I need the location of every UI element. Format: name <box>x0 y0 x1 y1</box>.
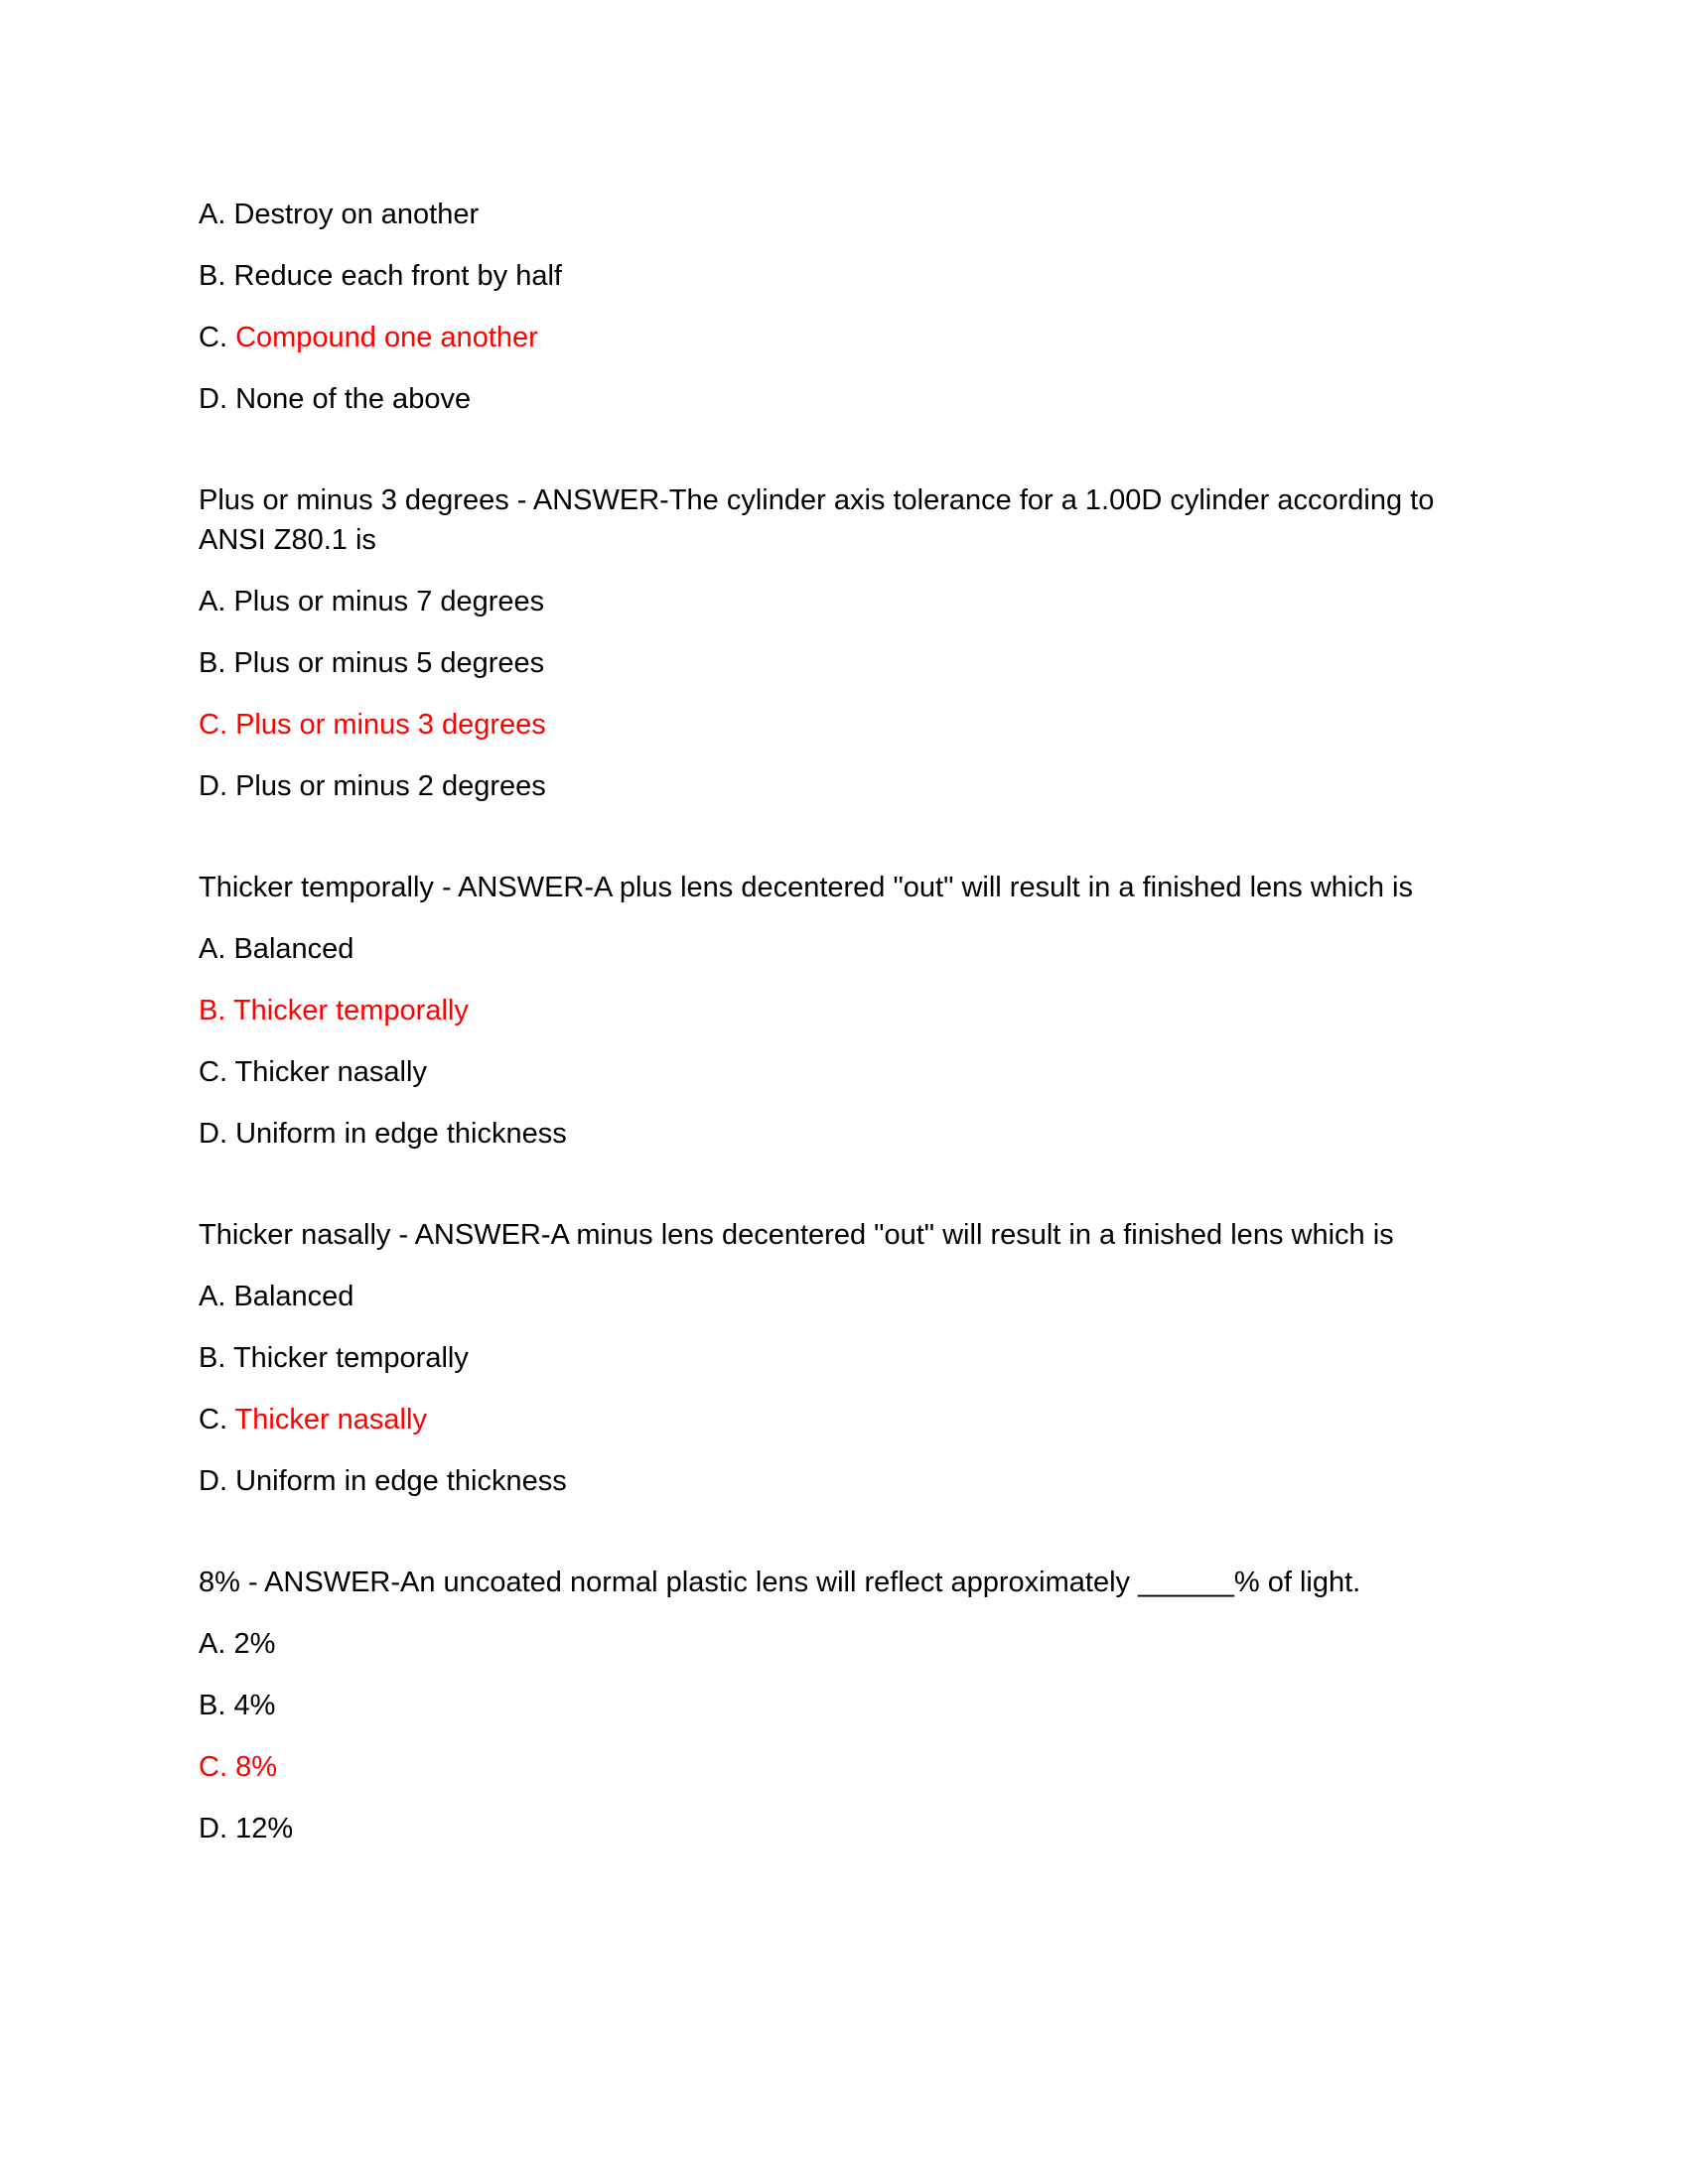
option-text: 2% <box>233 1628 276 1660</box>
option-c-correct <box>199 705 1470 745</box>
option-a <box>199 1624 1470 1664</box>
option-text: None of the above <box>235 383 472 415</box>
option-text: Uniform in edge thickness <box>235 1118 567 1150</box>
option-prefix: C. <box>199 709 236 741</box>
option-c-correct <box>199 318 1470 357</box>
question-block-2 <box>199 480 1470 806</box>
option-prefix: A. <box>199 1281 234 1312</box>
option-prefix: D. <box>199 1813 236 1844</box>
option-d <box>199 1461 1470 1501</box>
option-b <box>199 256 1470 296</box>
option-d <box>199 766 1470 806</box>
option-prefix: A. <box>199 586 234 617</box>
correct-answer-text: Thicker nasally <box>234 1404 427 1435</box>
correct-answer-text: Thicker temporally <box>232 995 469 1026</box>
option-b <box>199 1686 1470 1725</box>
option-prefix: A. <box>199 933 234 965</box>
option-d <box>199 1114 1470 1154</box>
option-a <box>199 929 1470 969</box>
correct-answer-text: Compound one another <box>235 322 538 353</box>
question-text: 8% - ANSWER-An uncoated normal plastic lens will reflect approximately ______% of light. <box>199 1567 1361 1598</box>
option-text: Balanced <box>233 933 354 965</box>
option-prefix: B. <box>199 1690 234 1721</box>
option-prefix: C. <box>199 1404 235 1435</box>
option-prefix: C. <box>199 1056 235 1088</box>
option-a <box>199 1277 1470 1316</box>
option-text: Uniform in edge thickness <box>235 1465 567 1497</box>
option-prefix: C. <box>199 322 236 353</box>
option-prefix: A. <box>199 199 234 230</box>
option-text: Reduce each front by half <box>233 260 562 292</box>
option-text: Balanced <box>233 1281 354 1312</box>
option-prefix: C. <box>199 1751 236 1783</box>
option-text: Plus or minus 7 degrees <box>233 586 545 617</box>
correct-answer-text: Plus or minus 3 degrees <box>235 709 546 741</box>
question-block-3 <box>199 868 1470 1154</box>
option-prefix: B. <box>199 260 234 292</box>
question-text: Thicker nasally - ANSWER-A minus lens decentered "out" will result in a finished lens which is <box>199 1219 1394 1251</box>
option-prefix: A. <box>199 1628 234 1660</box>
document-content <box>199 195 1470 1910</box>
option-b <box>199 1338 1470 1378</box>
option-b <box>199 643 1470 683</box>
option-c-correct <box>199 1747 1470 1787</box>
question-block-5 <box>199 1563 1470 1848</box>
question-block-1 <box>199 195 1470 419</box>
correct-answer-text: 8% <box>235 1751 277 1783</box>
question-block-4 <box>199 1215 1470 1501</box>
option-a <box>199 582 1470 621</box>
question-text: Thicker temporally - ANSWER-A plus lens decentered "out" will result in a finished lens which is <box>199 872 1413 903</box>
option-text: Plus or minus 5 degrees <box>233 647 545 679</box>
option-prefix: B. <box>199 1342 233 1374</box>
option-prefix: D. <box>199 1465 236 1497</box>
option-text: Destroy on another <box>233 199 480 230</box>
option-text: 12% <box>235 1813 294 1844</box>
option-d <box>199 379 1470 419</box>
option-d <box>199 1809 1470 1848</box>
option-b-correct <box>199 991 1470 1030</box>
option-a <box>199 195 1470 234</box>
option-c-correct <box>199 1400 1470 1439</box>
option-c <box>199 1052 1470 1092</box>
option-prefix: B. <box>199 995 233 1026</box>
option-text: 4% <box>233 1690 276 1721</box>
option-text: Thicker temporally <box>232 1342 469 1374</box>
option-text: Thicker nasally <box>234 1056 427 1088</box>
option-text: Plus or minus 2 degrees <box>235 770 546 802</box>
option-prefix: D. <box>199 383 236 415</box>
option-prefix: D. <box>199 1118 236 1150</box>
question-text: Plus or minus 3 degrees - ANSWER-The cylinder axis tolerance for a 1.00D cylinder according to ANSI Z80.1 is <box>199 484 1441 556</box>
option-prefix: D. <box>199 770 236 802</box>
option-prefix: B. <box>199 647 234 679</box>
